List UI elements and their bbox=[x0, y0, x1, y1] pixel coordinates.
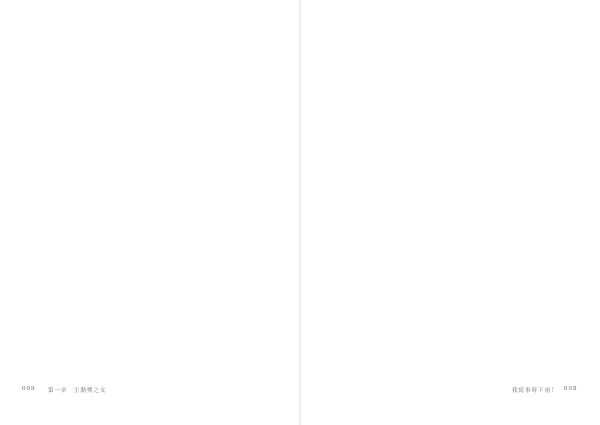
text-column bbox=[354, 42, 364, 372]
text-column bbox=[480, 42, 490, 372]
running-head: 我寫事時下雨！ bbox=[512, 388, 558, 394]
text-column bbox=[72, 42, 82, 372]
text-column bbox=[212, 42, 222, 372]
text-column bbox=[240, 42, 250, 372]
text-column bbox=[340, 42, 350, 372]
text-column bbox=[114, 42, 124, 372]
text-column bbox=[564, 42, 574, 372]
text-column bbox=[536, 42, 546, 372]
text-column bbox=[494, 42, 504, 372]
text-column bbox=[368, 42, 378, 372]
text-column bbox=[198, 42, 208, 372]
text-column bbox=[16, 42, 26, 372]
text-column bbox=[396, 42, 406, 372]
text-column bbox=[156, 42, 166, 372]
text-column bbox=[466, 42, 476, 372]
text-column bbox=[508, 42, 518, 372]
text-column bbox=[184, 42, 194, 372]
text-column bbox=[170, 42, 180, 372]
page-number: 009 bbox=[22, 386, 36, 392]
text-column bbox=[226, 42, 236, 372]
text-column bbox=[424, 42, 434, 372]
text-column bbox=[44, 42, 54, 372]
text-column bbox=[100, 42, 110, 372]
right-page bbox=[300, 0, 600, 425]
text-column bbox=[142, 42, 152, 372]
text-column bbox=[58, 42, 68, 372]
text-column bbox=[438, 42, 448, 372]
text-column bbox=[30, 42, 40, 372]
running-head: 第一章 主動獎之女 bbox=[48, 388, 107, 394]
text-column bbox=[382, 42, 392, 372]
text-column bbox=[128, 42, 138, 372]
page-number: 008 bbox=[564, 386, 578, 392]
text-column bbox=[452, 42, 462, 372]
text-column bbox=[550, 42, 560, 372]
text-column bbox=[86, 42, 96, 372]
text-column bbox=[410, 42, 420, 372]
text-column bbox=[522, 42, 532, 372]
